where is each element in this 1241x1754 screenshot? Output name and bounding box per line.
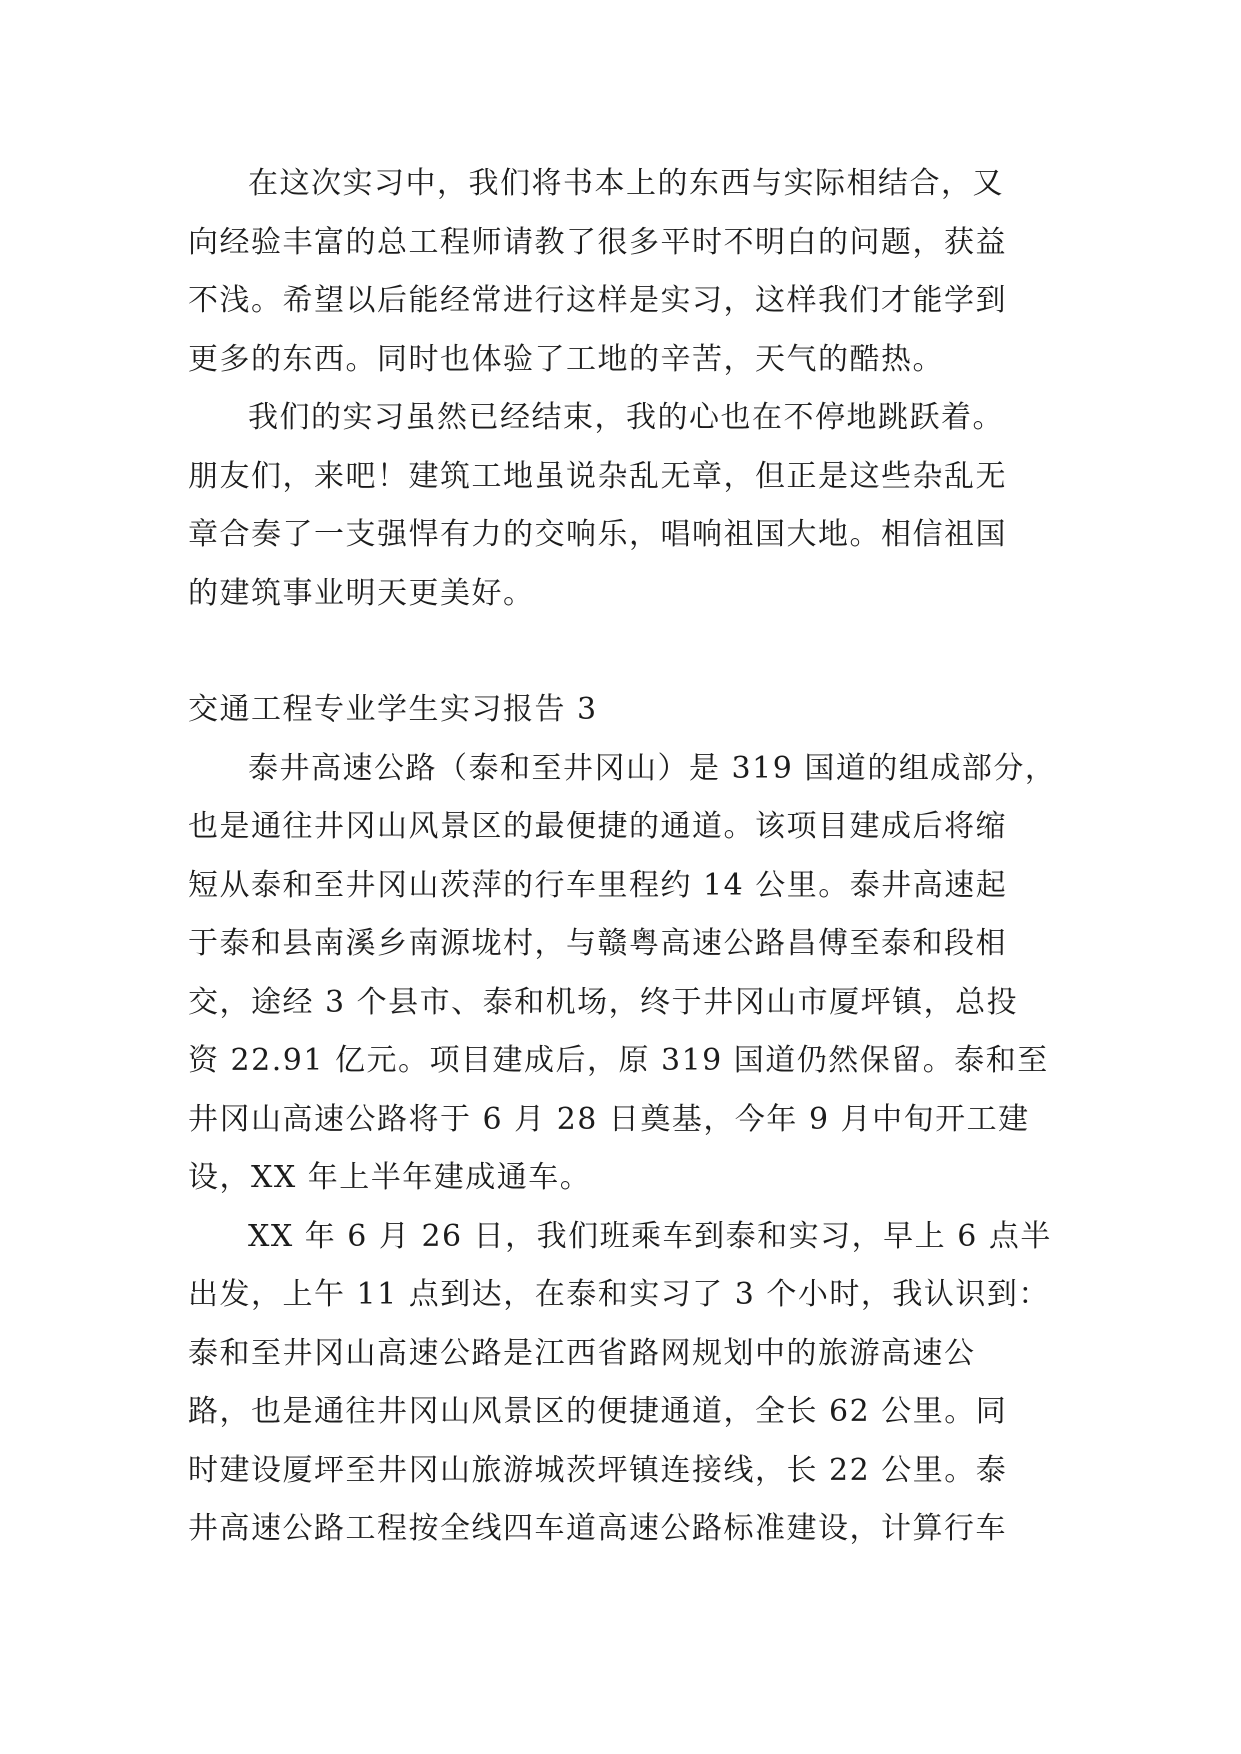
text-line: 向经验丰富的总工程师请教了很多平时不明白的问题，获益 [188,224,1007,260]
text-line: 路，也是通往井冈山风景区的便捷通道，全长 62 公里。同 [188,1394,1008,1429]
paragraph-highway-overview [188,740,1058,1208]
text-line: 我们的实习虽然已经结束，我的心也在不停地跳跃着。 [248,400,1004,435]
paragraph-internship-reflection [188,155,1058,389]
text-line: 泰井高速公路（泰和至井冈山）是 319 国道的组成部分， [248,750,1057,786]
document-body [188,155,1058,1559]
text-line: 于泰和县南溪乡南源垅村，与赣粤高速公路昌傅至泰和段相 [188,926,1007,961]
text-line: 不浅。希望以后能经常进行这样是实习，这样我们才能学到 [188,283,1007,318]
text-line: 交，途经 3 个县市、泰和机场，终于井冈山市厦坪镇，总投 [188,984,1019,1020]
text-line: 章合奏了一支强悍有力的交响乐，唱响祖国大地。相信祖国 [188,517,1007,552]
text-line: 也是通往井冈山风景区的最便捷的通道。该项目建成后将缩 [188,809,1007,844]
text-line: 的建筑事业明天更美好。 [188,575,535,611]
text-line: 资 22.91 亿元。项目建成后，原 319 国道仍然保留。泰和至 [188,1043,1049,1078]
text-line: 设，XX 年上半年建成通车。 [188,1160,592,1195]
text-line: 井高速公路工程按全线四车道高速公路标准建设，计算行车 [188,1511,1007,1546]
text-line: 泰和至井冈山高速公路是江西省路网规划中的旅游高速公 [188,1335,976,1371]
paragraph-field-trip [188,1208,1058,1559]
text-line: 井冈山高速公路将于 6 月 28 日奠基，今年 9 月中旬开工建 [188,1101,1030,1137]
text-line: 更多的东西。同时也体验了工地的辛苦，天气的酷热。 [188,341,944,377]
text-line: 朋友们，来吧！建筑工地虽说杂乱无章，但正是这些杂乱无 [188,458,1007,494]
text-line: 短从泰和至井冈山茨萍的行车里程约 14 公里。泰井高速起 [188,867,1008,903]
text-line: 时建设厦坪至井冈山旅游城茨坪镇连接线，长 22 公里。泰 [188,1452,1008,1488]
text-line: XX 年 6 月 26 日，我们班乘车到泰和实习，早上 6 点半 [248,1218,1052,1254]
text-line: 出发，上午 11 点到达，在泰和实习了 3 个小时，我认识到： [188,1277,1050,1312]
paragraph-internship-conclusion [188,389,1058,623]
text-line: 在这次实习中，我们将书本上的东西与实际相结合，又 [248,166,1004,201]
section-title: 交通工程专业学生实习报告 3 [188,692,598,727]
